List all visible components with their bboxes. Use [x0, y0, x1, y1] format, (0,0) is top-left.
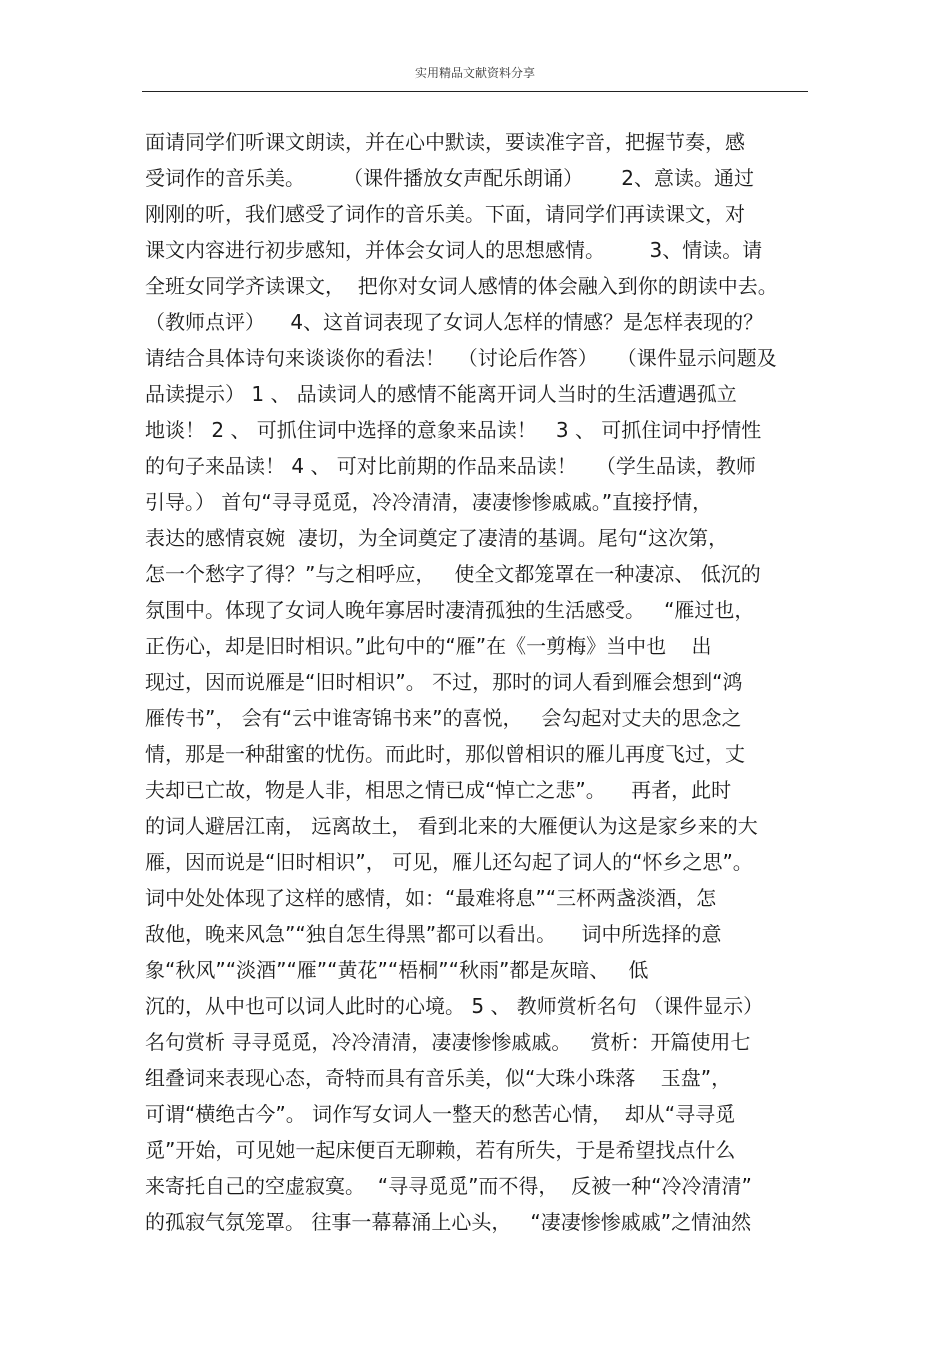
text-line: 情，那是一种甜蜜的忧伤。而此时，那似曾相识的雁儿再度飞过，丈 — [145, 742, 745, 766]
text-line: 名句赏析 寻寻觅觅，冷冷清清，凄凄惨惨戚戚。 赏析：开篇使用七 — [145, 1030, 751, 1054]
text-line: 品读提示） 1 、 品读词人的感情不能离开词人当时的生活遭遇孤立 — [145, 382, 737, 406]
header-divider — [142, 91, 808, 92]
text-line: 组叠词来表现心态，奇特而具有音乐美，似“大珠小珠落 玉盘”， — [145, 1066, 732, 1090]
text-line: 觅”开始，可见她一起床便百无聊赖，若有所失，于是希望找点什么 — [145, 1138, 736, 1162]
text-line: 刚刚的听，我们感受了词作的音乐美。下面，请同学们再读课文，对 — [145, 202, 745, 226]
text-line: 象“秋风”“淡酒”“雁”“黄花”“梧桐”“秋雨”都是灰暗、 低 — [145, 958, 649, 982]
text-line: 雁，因而说是“旧时相识”， 可见，雁儿还勾起了词人的“怀乡之思”。 — [145, 850, 753, 874]
text-line: 的孤寂气氛笼罩。 往事一幕幕涌上心头， “凄凄惨惨戚戚”之情油然 — [145, 1210, 752, 1234]
text-line: 面请同学们听课文朗读，并在心中默读，要读准字音，把握节奏，感 — [145, 130, 745, 154]
text-line: 表达的感情哀婉 凄切，为全词奠定了凄清的基调。尾句“这次第， — [145, 526, 729, 550]
text-line: 沉的，从中也可以词人此时的心境。 5 、 教师赏析名句 （课件显示） — [145, 994, 764, 1018]
text-line: 可谓“横绝古今”。 词作写女词人一整天的愁苦心情， 却从“寻寻觅 — [145, 1102, 736, 1126]
text-line: 请结合具体诗句来谈谈你的看法！ （讨论后作答） （课件显示问题及 — [145, 346, 777, 370]
text-line: 受词作的音乐美。 （课件播放女声配乐朗诵） 2、意读。通过 — [145, 166, 755, 190]
text-line: 地谈！ 2 、 可抓住词中选择的意象来品读！ 3 、 可抓住词中抒情性 — [145, 418, 762, 442]
text-line: 全班女同学齐读课文， 把你对女词人感情的体会融入到你的朗读中去。 — [145, 274, 778, 298]
text-line: 的词人避居江南， 远离故土， 看到北来的大雁便认为这是家乡来的大 — [145, 814, 758, 838]
text-line: 词中处处体现了这样的感情，如：“最难将息”“三杯两盏淡酒，怎 — [145, 886, 717, 910]
text-line: 雁传书”， 会有“云中谁寄锦书来”的喜悦， 会勾起对丈夫的思念之 — [145, 706, 742, 730]
text-line: 课文内容进行初步感知，并体会女词人的思想感情。 3、情读。请 — [145, 238, 763, 262]
page-header: 实用精品文献资料分享 — [414, 66, 535, 80]
text-line: 正伤心，却是旧时相识。”此句中的“雁”在《一剪梅》当中也 出 — [145, 634, 712, 658]
text-line: 的句子来品读！ 4 、 可对比前期的作品来品读！ （学生品读，教师 — [145, 454, 756, 478]
text-line: 现过，因而说雁是“旧时相识”。 不过，那时的词人看到雁会想到“鸿 — [145, 670, 743, 694]
text-line: 怎一个愁字了得？”与之相呼应， 使全文都笼罩在一种凄凉、 低沉的 — [145, 562, 761, 586]
text-line: （教师点评） 4、这首词表现了女词人怎样的情感？是怎样表现的？ — [145, 310, 764, 334]
text-line: 氛围中。体现了女词人晚年寡居时凄清孤独的生活感受。 “雁过也， — [145, 598, 755, 622]
text-line: 引导。） 首句“寻寻觅觅，冷冷清清，凄凄惨惨戚戚。”直接抒情， — [145, 490, 713, 514]
text-line: 夫却已亡故，物是人非，相思之情已成“悼亡之悲”。 再者，此时 — [145, 778, 732, 802]
document-body — [145, 124, 815, 1240]
text-line: 来寄托自己的空虚寂寞。 “寻寻觅觅”而不得， 反被一种“冷冷清清” — [145, 1174, 752, 1198]
text-line: 敌他，晚来风急”“独自怎生得黑”都可以看出。 词中所选择的意 — [145, 922, 722, 946]
